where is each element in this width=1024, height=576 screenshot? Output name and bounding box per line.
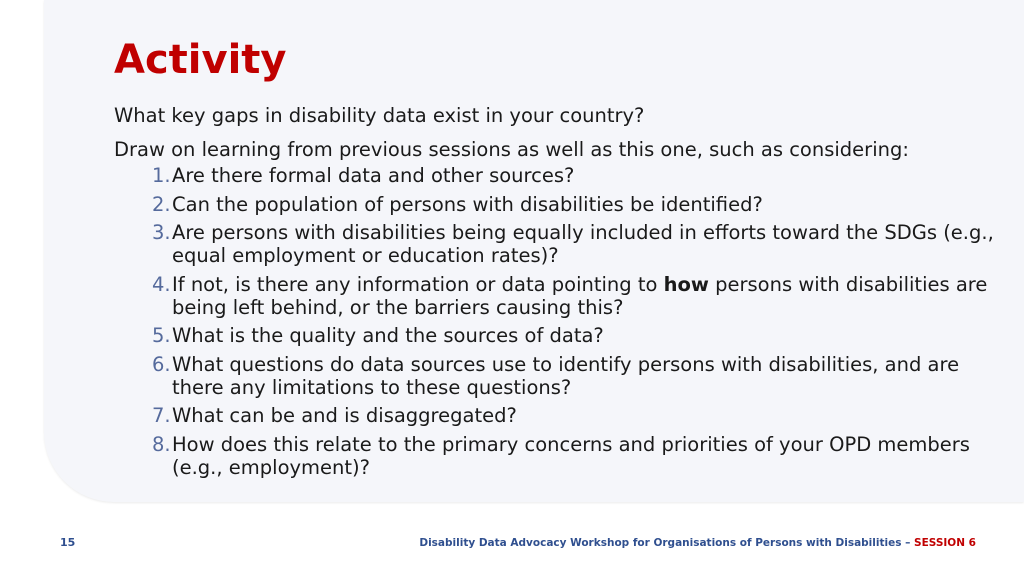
footer-session: SESSION 6 xyxy=(914,537,976,549)
list-number: 7. xyxy=(152,404,171,427)
list-text: Are persons with disabilities being equally included in efforts toward the SDGs (e.g., equal employment or education rates)? xyxy=(172,221,994,267)
list-text-pre: If not, is there any information or data pointing to xyxy=(172,272,664,296)
list-number: 5. xyxy=(152,324,171,347)
list-text: How does this relate to the primary concerns and priorities of your OPD members (e.g., employment)? xyxy=(172,432,970,479)
footer-caption xyxy=(419,537,976,549)
list-text: What questions do data sources use to identify persons with disabilities, and are there any limitations to these questions? xyxy=(172,352,960,399)
considerations-list xyxy=(114,164,1014,479)
footer-workshop: Disability Data Advocacy Workshop for Organisations of Persons with Disabilities – xyxy=(419,537,915,549)
list-number: 3. xyxy=(152,221,171,244)
list-text-emphasis: how xyxy=(663,272,709,296)
list-item xyxy=(114,433,1014,479)
list-item xyxy=(114,164,1014,187)
list-number: 2. xyxy=(152,192,171,216)
list-number: 4. xyxy=(152,272,171,296)
list-item xyxy=(114,404,1014,427)
list-text: What can be and is disaggregated? xyxy=(172,404,517,427)
page-number: 15 xyxy=(60,536,76,549)
list-text: Can the population of persons with disabilities be identified? xyxy=(172,192,763,216)
list-number: 1. xyxy=(152,164,171,187)
intro-text: Draw on learning from previous sessions as well as this one, such as considering: xyxy=(114,138,909,161)
list-number: 8. xyxy=(152,432,171,456)
list-text: Are there formal data and other sources? xyxy=(172,164,575,187)
list-number: 6. xyxy=(152,352,171,376)
slide-title: Activity xyxy=(114,37,287,83)
list-text: What is the quality and the sources of data? xyxy=(172,324,604,347)
list-item xyxy=(114,221,1014,267)
list-item xyxy=(114,273,1014,319)
list-item xyxy=(114,324,1014,347)
key-question: What key gaps in disability data exist in your country? xyxy=(114,104,645,127)
list-item xyxy=(114,353,1014,399)
list-item xyxy=(114,193,1014,216)
list-text-post: persons with disabilities are being left behind, or the barriers causing this? xyxy=(172,272,988,319)
slide-content xyxy=(114,36,1014,484)
